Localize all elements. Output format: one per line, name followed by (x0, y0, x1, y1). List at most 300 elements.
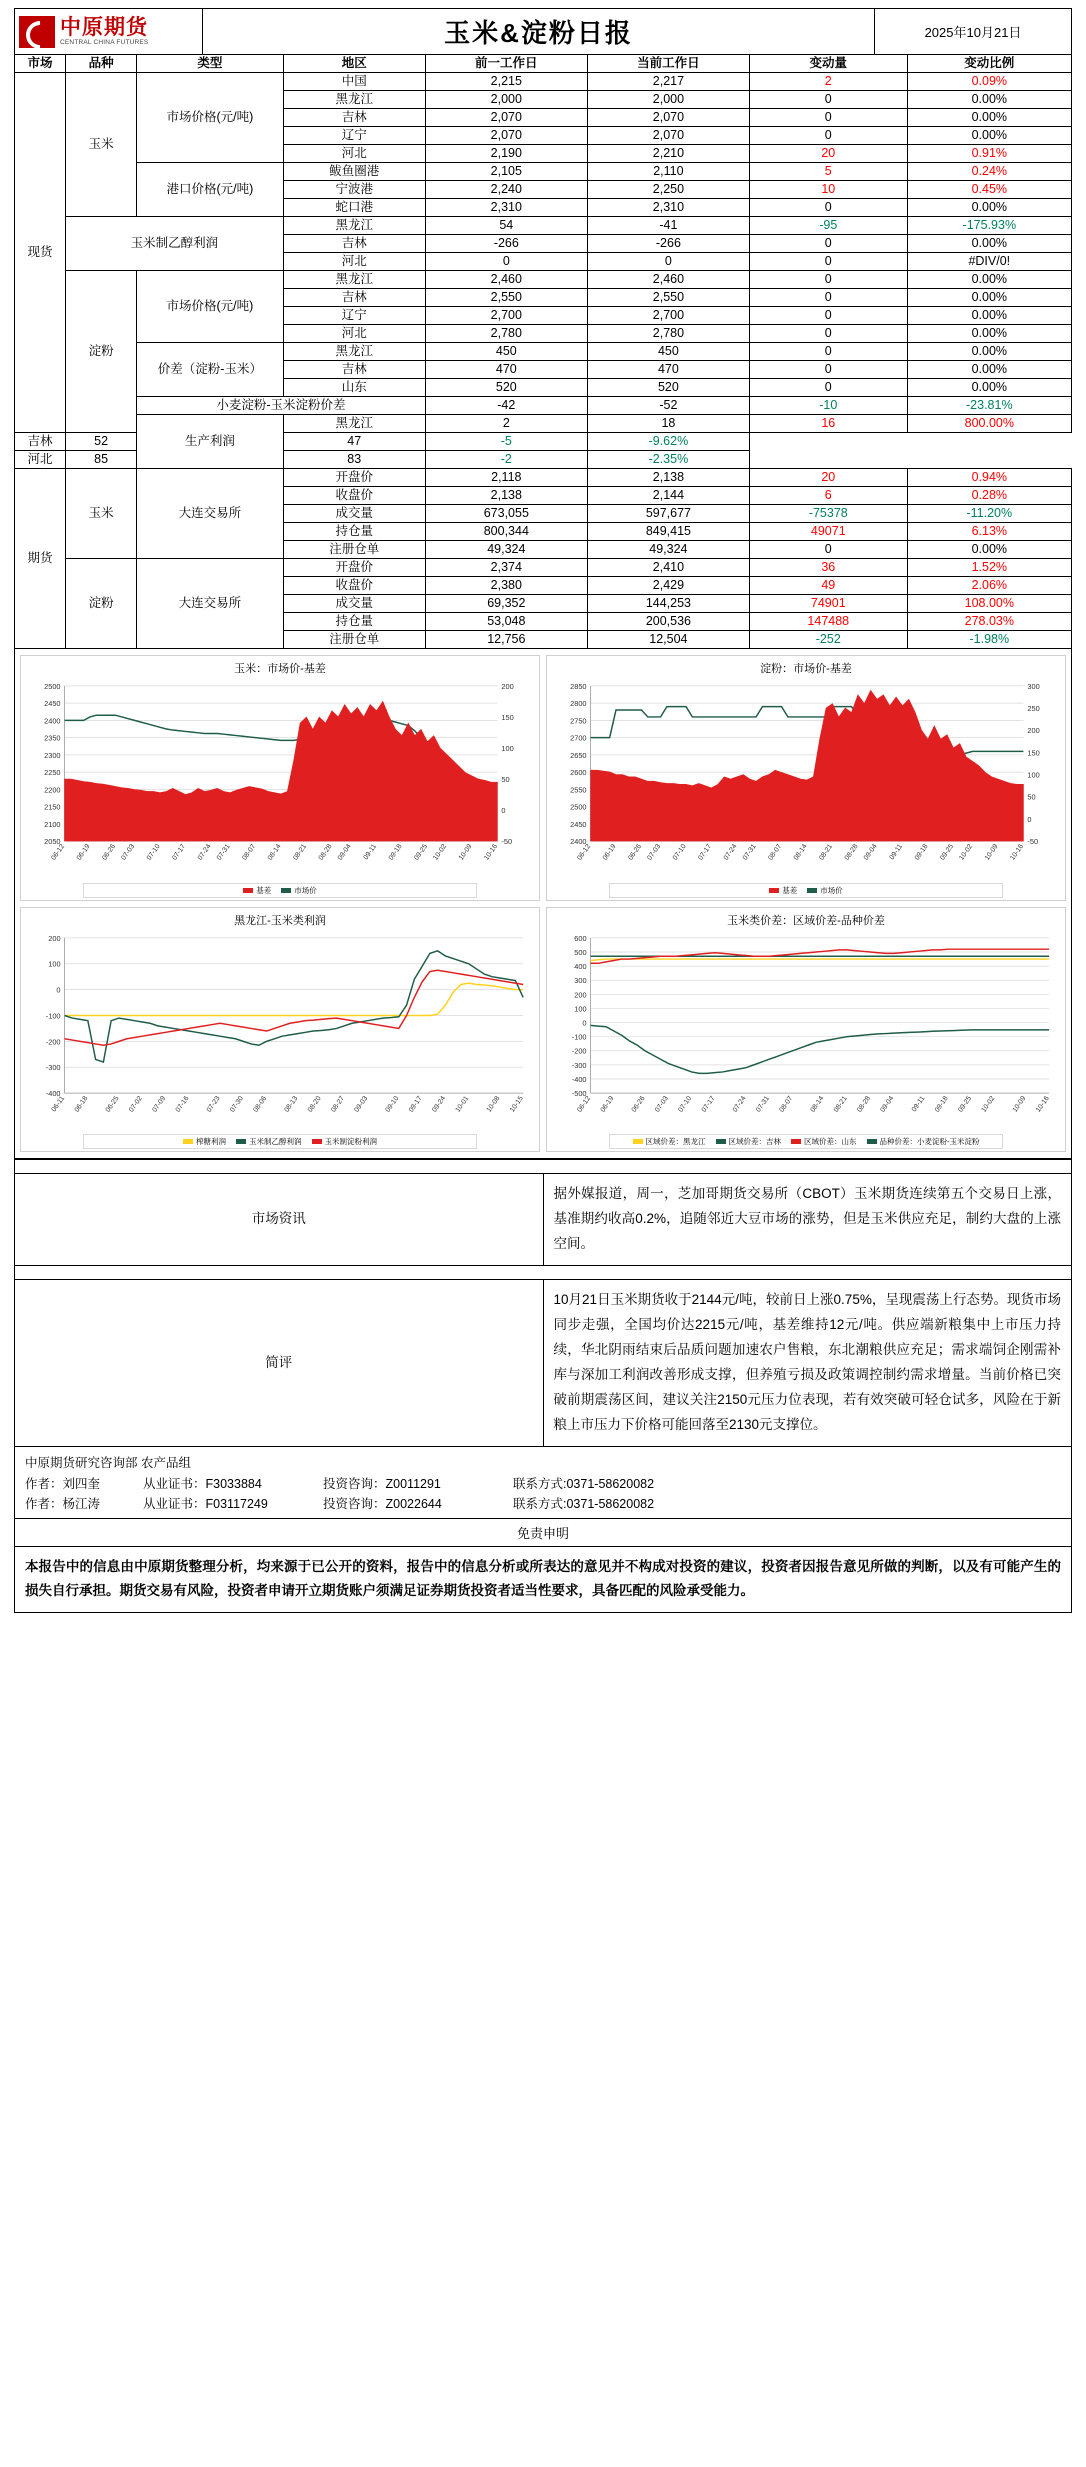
change-value: 0 (749, 271, 907, 289)
legend-item (243, 885, 271, 896)
current-value: -41 (587, 217, 749, 235)
prev-value: 52 (66, 433, 137, 451)
legend-label: 区域价差：吉林 (728, 1137, 781, 1147)
svg-text:2500: 2500 (44, 681, 61, 691)
svg-text:2550: 2550 (570, 785, 587, 795)
change-percent: 0.00% (907, 289, 1071, 307)
current-value: 2,310 (587, 199, 749, 217)
region-cell: 鲅鱼圈港 (283, 163, 425, 181)
legend-item (867, 1136, 980, 1147)
type-cell: 市场价格(元/吨) (137, 271, 284, 343)
region-cell: 黑龙江 (283, 217, 425, 235)
region-cell: 河北 (283, 325, 425, 343)
chart-row-top (20, 655, 1066, 901)
svg-text:10-16: 10-16 (483, 843, 500, 862)
svg-text:10-02: 10-02 (958, 843, 975, 862)
chart-legend (609, 883, 1003, 898)
change-percent: -11.20% (907, 505, 1071, 523)
svg-text:-100: -100 (571, 1032, 587, 1042)
svg-text:08-14: 08-14 (809, 1094, 826, 1114)
logo-text-cn: 中原期货 (60, 15, 148, 39)
svg-text:200: 200 (48, 933, 61, 943)
svg-text:300: 300 (574, 975, 587, 985)
svg-text:08-06: 08-06 (252, 1094, 269, 1114)
svg-text:0: 0 (582, 1018, 587, 1028)
svg-text:2750: 2750 (570, 716, 587, 726)
change-percent: 0.24% (907, 163, 1071, 181)
svg-text:07-30: 07-30 (229, 1094, 245, 1114)
svg-text:07-24: 07-24 (731, 1094, 748, 1114)
svg-text:07-03: 07-03 (120, 843, 137, 862)
author-line (25, 1494, 1061, 1514)
change-percent: -23.81% (907, 397, 1071, 415)
svg-text:-200: -200 (45, 1036, 61, 1046)
change-percent: 278.03% (907, 613, 1071, 631)
svg-text:-300: -300 (45, 1062, 61, 1072)
prev-value: 2,240 (425, 181, 587, 199)
svg-text:07-31: 07-31 (741, 843, 758, 862)
chart-hlj-profit (20, 907, 540, 1153)
column-header-3: 地区 (283, 55, 425, 73)
svg-text:09-11: 09-11 (362, 843, 379, 862)
region-cell: 收盘价 (283, 487, 425, 505)
current-value: 83 (283, 451, 425, 469)
prev-value: 673,055 (425, 505, 587, 523)
svg-text:09-25: 09-25 (413, 843, 430, 862)
current-value: 200,536 (587, 613, 749, 631)
disclaimer-title: 免责申明 (14, 1519, 1072, 1547)
change-percent: 0.00% (907, 541, 1071, 559)
variety-cell: 淀粉 (66, 559, 137, 649)
spacer-row (15, 1160, 1072, 1174)
current-value: 849,415 (587, 523, 749, 541)
svg-text:09-11: 09-11 (910, 1094, 927, 1113)
current-value: -52 (587, 397, 749, 415)
change-value: 2 (749, 73, 907, 91)
svg-text:10-08: 10-08 (485, 1094, 502, 1114)
legend-item (281, 885, 317, 896)
svg-text:2450: 2450 (570, 819, 587, 829)
change-value: 0 (749, 343, 907, 361)
chart-title: 黑龙江-玉米类利润 (234, 914, 326, 927)
chart-legend (609, 1134, 1003, 1149)
change-value: 0 (749, 361, 907, 379)
chart-title: 淀粉：市场价-基差 (760, 663, 852, 675)
svg-text:09-10: 09-10 (384, 1094, 401, 1114)
change-percent: 0.94% (907, 469, 1071, 487)
change-percent: -2.35% (587, 451, 749, 469)
change-value: 0 (749, 253, 907, 271)
svg-text:06-12: 06-12 (576, 843, 593, 862)
svg-text:0: 0 (501, 806, 506, 816)
change-value: 0 (749, 91, 907, 109)
svg-text:500: 500 (574, 947, 587, 957)
author-consult: 投资咨询：Z0022644 (323, 1496, 442, 1511)
svg-text:07-17: 07-17 (697, 843, 714, 862)
legend-swatch-icon (633, 1139, 643, 1144)
chart-title: 玉米类价差：区域价差-品种价差 (727, 914, 885, 927)
region-cell: 持仓量 (283, 523, 425, 541)
svg-text:06-26: 06-26 (101, 843, 118, 862)
prev-value: 0 (425, 253, 587, 271)
type-cell: 大连交易所 (137, 559, 284, 649)
svg-text:07-31: 07-31 (215, 843, 232, 862)
chart-canvas (549, 678, 1063, 881)
svg-text:2700: 2700 (570, 733, 587, 743)
svg-text:07-03: 07-03 (646, 843, 663, 862)
table-row (15, 271, 1072, 289)
change-value: 0 (749, 199, 907, 217)
svg-text:06-19: 06-19 (599, 1094, 616, 1114)
current-value: 2,460 (587, 271, 749, 289)
change-value: 49071 (749, 523, 907, 541)
chart-legend (83, 883, 477, 898)
chart-row-bottom (20, 907, 1066, 1153)
svg-text:06-25: 06-25 (104, 1094, 121, 1114)
svg-text:09-18: 09-18 (933, 1094, 950, 1114)
prev-value: 2,000 (425, 91, 587, 109)
svg-text:10-02: 10-02 (980, 1094, 997, 1114)
region-cell: 成交量 (283, 595, 425, 613)
svg-text:09-11: 09-11 (888, 843, 905, 862)
change-value: 49 (749, 577, 907, 595)
svg-text:09-18: 09-18 (387, 843, 404, 862)
chart-starch-basis (546, 655, 1066, 901)
type-cell: 价差（淀粉-玉米） (137, 343, 284, 397)
change-value: -75378 (749, 505, 907, 523)
svg-text:08-21: 08-21 (832, 1094, 849, 1114)
legend-item (312, 1136, 378, 1147)
chart-canvas (549, 930, 1063, 1133)
legend-label: 基差 (256, 885, 272, 895)
change-value: 0 (749, 325, 907, 343)
author-cert: 从业证书：F03117249 (143, 1496, 268, 1511)
svg-text:10-16: 10-16 (1034, 1094, 1051, 1114)
column-header-0: 市场 (15, 55, 66, 73)
current-value: 12,504 (587, 631, 749, 649)
current-value: 49,324 (587, 541, 749, 559)
report-header (14, 8, 1072, 54)
region-cell: 吉林 (283, 109, 425, 127)
change-percent: 1.52% (907, 559, 1071, 577)
svg-text:2800: 2800 (570, 699, 587, 709)
current-value: 2,550 (587, 289, 749, 307)
legend-swatch-icon (807, 888, 817, 893)
region-cell: 蛇口港 (283, 199, 425, 217)
current-value: 47 (283, 433, 425, 451)
svg-text:08-14: 08-14 (266, 843, 283, 862)
svg-text:07-23: 07-23 (205, 1094, 222, 1114)
variety-cell: 淀粉 (66, 271, 137, 433)
type-cell: 大连交易所 (137, 469, 284, 559)
commentary-section (14, 1159, 1072, 1447)
table-row (15, 469, 1072, 487)
table-row (15, 163, 1072, 181)
svg-text:08-13: 08-13 (283, 1094, 300, 1114)
region-cell: 宁波港 (283, 181, 425, 199)
svg-text:2400: 2400 (570, 837, 587, 847)
svg-text:2100: 2100 (44, 819, 61, 829)
change-value: 20 (749, 469, 907, 487)
svg-text:100: 100 (48, 959, 61, 969)
region-cell: 持仓量 (283, 613, 425, 631)
svg-text:06-26: 06-26 (630, 1094, 647, 1114)
spacer-row (15, 1266, 1072, 1280)
footer-authors (14, 1447, 1072, 1519)
svg-text:07-02: 07-02 (128, 1094, 144, 1114)
legend-swatch-icon (281, 888, 291, 893)
legend-swatch-icon (236, 1139, 246, 1144)
current-value: 144,253 (587, 595, 749, 613)
svg-text:06-19: 06-19 (601, 843, 618, 862)
chart-title: 玉米：市场价-基差 (234, 663, 326, 675)
svg-text:07-17: 07-17 (700, 1094, 717, 1114)
svg-text:07-10: 07-10 (671, 843, 688, 862)
change-value: 0 (749, 127, 907, 145)
legend-label: 市场价 (820, 885, 843, 895)
type-cell: 市场价格(元/吨) (137, 73, 284, 163)
table-row (15, 559, 1072, 577)
svg-text:10-15: 10-15 (508, 1094, 525, 1114)
legend-item (807, 885, 843, 896)
chart-region-spread (546, 907, 1066, 1153)
change-percent: 0.45% (907, 181, 1071, 199)
prev-value: 2,070 (425, 109, 587, 127)
change-percent: 0.00% (907, 343, 1071, 361)
region-cell: 河北 (283, 145, 425, 163)
svg-text:2600: 2600 (570, 768, 587, 778)
legend-label: 玉米制淀粉利润 (324, 1137, 377, 1147)
svg-text:06-18: 06-18 (73, 1094, 90, 1114)
author-contact: 联系方式:0371-58620082 (513, 1476, 655, 1491)
svg-text:09-04: 09-04 (336, 843, 353, 862)
column-header-2: 类型 (137, 55, 284, 73)
svg-text:2850: 2850 (570, 681, 587, 691)
change-value: 0 (749, 235, 907, 253)
svg-text:2400: 2400 (44, 716, 61, 726)
prev-value: 2,310 (425, 199, 587, 217)
current-value: 18 (587, 415, 749, 433)
company-logo (15, 9, 203, 54)
svg-text:08-07: 08-07 (241, 843, 258, 862)
variety-cell: 玉米制乙醇利润 (66, 217, 284, 271)
change-value: -10 (749, 397, 907, 415)
svg-text:08-28: 08-28 (317, 843, 334, 862)
svg-text:06-19: 06-19 (75, 843, 92, 862)
change-percent: 0.00% (907, 379, 1071, 397)
type-cell: 港口价格(元/吨) (137, 163, 284, 217)
svg-text:07-17: 07-17 (171, 843, 188, 862)
svg-text:600: 600 (574, 933, 587, 943)
legend-item (769, 885, 797, 896)
change-percent: -9.62% (587, 433, 749, 451)
prev-value: 2,460 (425, 271, 587, 289)
svg-text:2650: 2650 (570, 750, 587, 760)
legend-label: 区域价差：山东 (804, 1137, 857, 1147)
current-value: 2,210 (587, 145, 749, 163)
table-body (15, 73, 1072, 649)
legend-item (633, 1136, 706, 1147)
svg-text:07-31: 07-31 (755, 1094, 771, 1114)
market-cell: 期货 (15, 469, 66, 649)
region-cell: 吉林 (283, 235, 425, 253)
page-title: 玉米&淀粉日报 (203, 9, 875, 54)
change-percent: 0.91% (907, 145, 1071, 163)
svg-text:-300: -300 (571, 1060, 587, 1070)
change-value: 5 (749, 163, 907, 181)
svg-text:08-27: 08-27 (330, 1094, 347, 1114)
change-value: -95 (749, 217, 907, 235)
chart-canvas (23, 930, 537, 1133)
news-label: 市场资讯 (15, 1174, 544, 1266)
column-header-6: 变动量 (749, 55, 907, 73)
region-cell: 吉林 (15, 433, 66, 451)
change-percent: 0.00% (907, 91, 1071, 109)
svg-text:2300: 2300 (44, 750, 61, 760)
current-value: 2,070 (587, 109, 749, 127)
svg-text:10-09: 10-09 (983, 843, 1000, 862)
disclaimer-body: 本报告中的信息由中原期货整理分析，均来源于已公开的资料，报告中的信息分析或所表达的意见并不构成对投资的建议，投资者因报告意见所做的判断，以及有可能产生的损失自行承担。期货交易有风险，投资者申请开立期货账户须满足证券期货投资者适当性要求，具备匹配的风险承受能力。 (14, 1547, 1072, 1613)
column-header-7: 变动比例 (907, 55, 1071, 73)
price-data-table (14, 54, 1072, 649)
prev-value: 2,070 (425, 127, 587, 145)
svg-text:50: 50 (501, 774, 510, 784)
current-value: 2,780 (587, 325, 749, 343)
charts-section (14, 649, 1072, 1159)
current-value: 2,429 (587, 577, 749, 595)
column-header-5: 当前工作日 (587, 55, 749, 73)
prev-value: -266 (425, 235, 587, 253)
svg-text:08-07: 08-07 (778, 1094, 795, 1114)
svg-text:07-03: 07-03 (654, 1094, 670, 1114)
news-row (15, 1174, 1072, 1266)
svg-text:150: 150 (1027, 748, 1040, 758)
table-row (15, 73, 1072, 91)
svg-text:2050: 2050 (44, 837, 61, 847)
svg-text:100: 100 (501, 743, 514, 753)
department-name: 中原期货研究咨询部 农产品组 (25, 1455, 191, 1470)
region-cell: 开盘价 (283, 559, 425, 577)
region-cell: 黑龙江 (283, 91, 425, 109)
prev-value: 2,138 (425, 487, 587, 505)
legend-swatch-icon (791, 1139, 801, 1144)
region-cell: 河北 (283, 253, 425, 271)
change-value: 6 (749, 487, 907, 505)
svg-text:200: 200 (574, 989, 587, 999)
svg-text:200: 200 (501, 681, 514, 691)
prev-value: 2,700 (425, 307, 587, 325)
prev-value: 2,550 (425, 289, 587, 307)
author-cert: 从业证书：F3033884 (143, 1476, 262, 1491)
prev-value: 2 (425, 415, 587, 433)
region-cell: 吉林 (283, 289, 425, 307)
current-value: 2,110 (587, 163, 749, 181)
author-name: 作者：刘四奎 (25, 1476, 101, 1491)
change-value: 0 (749, 109, 907, 127)
change-value: 0 (749, 379, 907, 397)
svg-text:250: 250 (1027, 704, 1040, 714)
change-percent: 0.00% (907, 361, 1071, 379)
svg-text:2200: 2200 (44, 785, 61, 795)
svg-text:0: 0 (1027, 814, 1032, 824)
svg-text:0: 0 (56, 985, 61, 995)
svg-text:06-26: 06-26 (627, 843, 644, 862)
change-value: 10 (749, 181, 907, 199)
current-value: 2,700 (587, 307, 749, 325)
svg-text:07-10: 07-10 (677, 1094, 694, 1114)
svg-text:07-10: 07-10 (145, 843, 162, 862)
prev-value: 53,048 (425, 613, 587, 631)
svg-text:07-24: 07-24 (722, 843, 739, 862)
svg-text:07-09: 07-09 (151, 1094, 168, 1114)
svg-text:10-09: 10-09 (1011, 1094, 1028, 1114)
variety-cell: 玉米 (66, 73, 137, 217)
change-percent: 800.00% (907, 415, 1071, 433)
change-percent: -175.93% (907, 217, 1071, 235)
region-cell: 开盘价 (283, 469, 425, 487)
column-header-1: 品种 (66, 55, 137, 73)
type-cell: 小麦淀粉-玉米淀粉价差 (137, 397, 426, 415)
svg-text:200: 200 (1027, 726, 1040, 736)
prev-value: 2,215 (425, 73, 587, 91)
prev-value: 470 (425, 361, 587, 379)
prev-value: 800,344 (425, 523, 587, 541)
region-cell: 辽宁 (283, 127, 425, 145)
comment-row (15, 1280, 1072, 1447)
svg-text:-50: -50 (501, 837, 513, 847)
region-cell: 黑龙江 (283, 415, 425, 433)
legend-item (791, 1136, 857, 1147)
author-contact: 联系方式:0371-58620082 (513, 1496, 655, 1511)
legend-swatch-icon (243, 888, 253, 893)
legend-swatch-icon (769, 888, 779, 893)
current-value: 2,070 (587, 127, 749, 145)
svg-text:2150: 2150 (44, 802, 61, 812)
svg-text:08-28: 08-28 (843, 843, 860, 862)
svg-text:-100: -100 (45, 1011, 61, 1021)
change-percent: 0.28% (907, 487, 1071, 505)
legend-label: 品种价差：小麦淀粉-玉米淀粉 (879, 1137, 980, 1147)
change-value: 147488 (749, 613, 907, 631)
change-value: 74901 (749, 595, 907, 613)
column-header-4: 前一工作日 (425, 55, 587, 73)
svg-text:10-02: 10-02 (432, 843, 449, 862)
prev-value: 450 (425, 343, 587, 361)
svg-text:09-25: 09-25 (957, 1094, 974, 1114)
change-value: -5 (425, 433, 587, 451)
logo-icon (19, 16, 55, 48)
svg-text:07-24: 07-24 (196, 843, 213, 862)
change-value: 20 (749, 145, 907, 163)
author-consult: 投资咨询：Z0011291 (323, 1476, 441, 1491)
change-percent: 0.00% (907, 271, 1071, 289)
prev-value: 520 (425, 379, 587, 397)
chart-legend (83, 1134, 477, 1149)
change-percent: 0.00% (907, 235, 1071, 253)
svg-text:06-12: 06-12 (50, 843, 67, 862)
prev-value: 54 (425, 217, 587, 235)
type-cell: 生产利润 (137, 415, 284, 469)
svg-text:09-04: 09-04 (879, 1094, 896, 1114)
legend-label: 区域价差：黑龙江 (645, 1137, 706, 1147)
svg-text:09-25: 09-25 (939, 843, 956, 862)
change-percent: 2.06% (907, 577, 1071, 595)
report-date: 2025年10月21日 (924, 25, 1022, 40)
change-value: 0 (749, 541, 907, 559)
svg-text:07-16: 07-16 (174, 1094, 191, 1114)
svg-text:08-07: 08-07 (767, 843, 784, 862)
change-percent: 0.00% (907, 307, 1071, 325)
